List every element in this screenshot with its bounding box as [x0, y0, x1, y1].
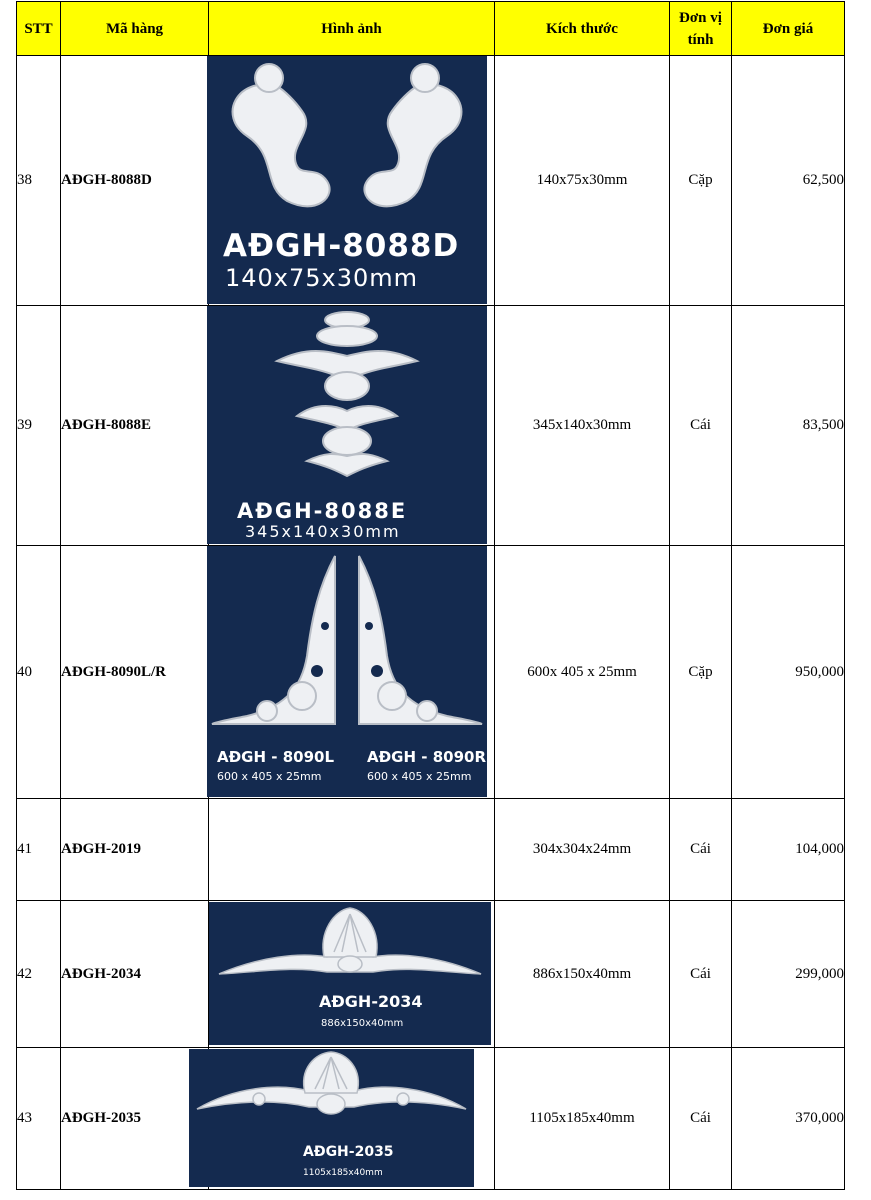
row-unit: Cái — [670, 799, 732, 901]
row-code: AĐGH-2019 — [61, 799, 209, 901]
row-stt: 42 — [17, 901, 61, 1048]
row-unit: Cái — [670, 1048, 732, 1190]
row-price: 104,000 — [732, 799, 845, 901]
row-price: 62,500 — [732, 56, 845, 306]
table-row — [17, 799, 845, 901]
table-row — [17, 901, 845, 1048]
shell-crest-ornament-icon — [209, 902, 491, 987]
row-size: 886x150x40mm — [495, 901, 670, 1048]
product-image — [207, 306, 487, 544]
product-image — [209, 902, 491, 1045]
table-row — [17, 56, 845, 306]
row-price: 299,000 — [732, 901, 845, 1048]
row-size: 600x 405 x 25mm — [495, 546, 670, 799]
image-caption-left-size: 600 x 405 x 25mm — [217, 770, 322, 783]
header-stt: STT — [17, 2, 61, 56]
stacked-ornament-icon — [207, 306, 487, 491]
row-price: 370,000 — [732, 1048, 845, 1190]
table-row — [17, 546, 845, 799]
image-caption-left-code: AĐGH - 8090L — [217, 748, 335, 766]
header-code: Mã hàng — [61, 2, 209, 56]
row-price: 950,000 — [732, 546, 845, 799]
row-size: 345x140x30mm — [495, 306, 670, 546]
row-code: AĐGH-8088E — [61, 306, 209, 546]
image-caption-code: AĐGH-8088D — [223, 228, 460, 264]
image-caption-code: AĐGH-2034 — [319, 992, 423, 1011]
row-unit: Cái — [670, 306, 732, 546]
row-unit: Cái — [670, 901, 732, 1048]
row-stt: 41 — [17, 799, 61, 901]
product-image — [207, 546, 487, 797]
price-table — [16, 1, 845, 1190]
header-unit — [670, 2, 732, 56]
header-size: Kích thước — [495, 2, 670, 56]
header-price: Đơn giá — [732, 2, 845, 56]
image-caption-size: 140x75x30mm — [225, 264, 419, 292]
product-image-cell — [209, 1048, 495, 1190]
row-price: 83,500 — [732, 306, 845, 546]
image-caption-right-code: AĐGH - 8090R — [367, 748, 487, 766]
image-caption-right-size: 600 x 405 x 25mm — [367, 770, 472, 783]
row-unit: Cặp — [670, 546, 732, 799]
corner-ornament-pair-icon — [207, 546, 487, 741]
row-code: AĐGH-2035 — [61, 1048, 209, 1190]
header-image: Hình ảnh — [209, 2, 495, 56]
shell-crest-ornament-icon — [189, 1049, 474, 1129]
image-caption-size: 1105x185x40mm — [303, 1168, 383, 1178]
product-image-cell — [209, 56, 495, 306]
row-size: 140x75x30mm — [495, 56, 670, 306]
scroll-ornament-pair-icon — [207, 56, 487, 226]
image-caption-size: 345x140x30mm — [245, 522, 401, 541]
row-stt: 40 — [17, 546, 61, 799]
product-image — [207, 56, 487, 304]
row-code: AĐGH-8088D — [61, 56, 209, 306]
product-image-cell — [209, 901, 495, 1048]
header-row — [17, 2, 845, 56]
row-size: 1105x185x40mm — [495, 1048, 670, 1190]
row-unit: Cặp — [670, 56, 732, 306]
product-image-cell — [209, 546, 495, 799]
image-caption-code: AĐGH-8088E — [237, 499, 408, 523]
image-caption-size: 886x150x40mm — [321, 1018, 404, 1029]
header-unit-line1: Đơn vị — [679, 9, 722, 26]
product-image-cell — [209, 306, 495, 546]
table-row — [17, 306, 845, 546]
image-caption-code: AĐGH-2035 — [303, 1144, 394, 1160]
row-code: AĐGH-8090L/R — [61, 546, 209, 799]
row-stt: 39 — [17, 306, 61, 546]
row-size: 304x304x24mm — [495, 799, 670, 901]
product-image — [189, 1049, 474, 1187]
table-row — [17, 1048, 845, 1190]
header-unit-line2: tính — [687, 31, 714, 48]
product-image-cell — [209, 799, 495, 901]
row-code: AĐGH-2034 — [61, 901, 209, 1048]
row-stt: 38 — [17, 56, 61, 306]
row-stt: 43 — [17, 1048, 61, 1190]
